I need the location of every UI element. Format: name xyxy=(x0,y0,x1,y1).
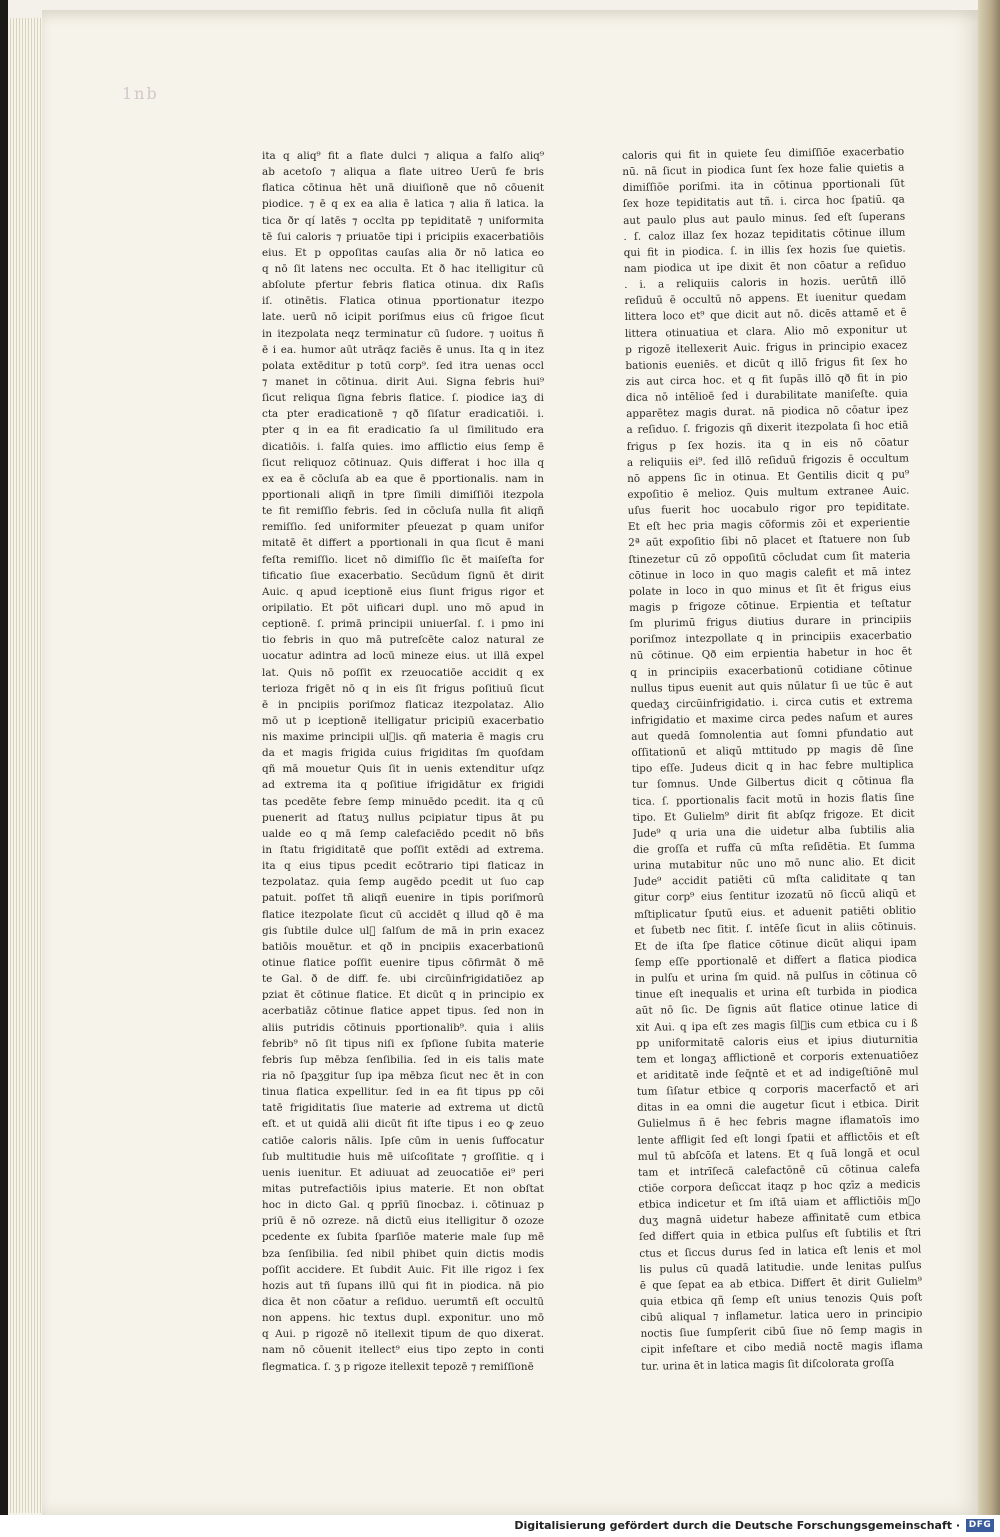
page-mark: 1nb xyxy=(122,84,159,103)
right-text-column xyxy=(622,144,923,1375)
text-line: patuit. poſſet tñ aliqñ euenire in tipis poriſmorū xyxy=(262,892,544,905)
text-line: Jude⁹ accidit patiēti cū mſta caliditate q tan xyxy=(633,871,916,889)
text-line: tem et longaʒ afflictionē et corporis extenuatiōez xyxy=(636,1049,919,1066)
text-line: acerbatiāz cōtinue flatice appet tipus. ſed non in xyxy=(262,1005,544,1018)
text-line: frigus p ſex hozis. ita q in eis nō cōatur xyxy=(626,436,909,453)
text-line: tipo. Et Gulielm⁹ dirit fit abſqz frigoze. Et dicit xyxy=(632,807,915,824)
text-line: ita q aliq⁹ fit a flate dulci ⁊ aliqua a falſo aliq⁹ xyxy=(262,150,544,162)
text-line: duʒ magnā uidetur habeze affinitatē cum etbica xyxy=(638,1210,921,1228)
text-line: mul tū abſcōſa et latens. Et q ſuā longā et ocul xyxy=(637,1146,920,1163)
text-line: lis pulus cū quadā latitudie. unde lenitas pulſus xyxy=(639,1259,922,1276)
text-line: febris ſup mēbza ſenſibilia. ſed in eis talis mate xyxy=(262,1053,544,1066)
text-line: gitur corp⁹ eius ſentitur izozatū nō ſiccū aliqū et xyxy=(633,887,916,905)
text-line: ad extrema ita q poſitiue ifrigidātur ex frigidi xyxy=(262,779,544,792)
text-line: abſolute pfertur febris flatica otinua. dix Raſis xyxy=(262,279,544,292)
text-line: et ſubetb nec ſitit. ſ. intēſe ſicut in aliis cōtinuis. xyxy=(634,920,917,937)
text-line: qñ mā mouetur Quis ſit in uenis extenditur uſqz xyxy=(262,763,544,776)
text-line: nam piodica ut ipe dixit ēt non cōatur a reſiduo xyxy=(623,258,906,275)
text-line: tur ſomnus. Unde Gilbertus dicit q cōtinua fla xyxy=(631,774,915,792)
text-line: aliis putridis cōtinuis pportionalib⁹. quia i aliis xyxy=(262,1021,544,1034)
text-line: tatē frigiditatis ſiue materie ad extrema ut dictū xyxy=(262,1102,544,1115)
text-line: oſſitationū et aliqū mttitudo pp magis dē ſine xyxy=(631,742,914,760)
text-line: 2ª aūt expoſitio ſibi nō placet et ſtatuere non ſub xyxy=(628,532,911,550)
text-line: tinue eſt inequalis et urina eſt turbida in piodica xyxy=(635,984,918,1002)
text-line: poſſit accidere. Et ſubdit Auic. Fit ille rigoz i ſex xyxy=(262,1263,544,1276)
text-line: ita q eius tipus pcedit ecōtrario tipi flaticaz in xyxy=(262,860,544,873)
text-line: feſta remiſſio. licet nō dimiſſio ſic ēt maiſeſta for xyxy=(262,553,544,566)
text-line: te Gal. ð de diff. fe. ubi circūinfrigidatiōez ap xyxy=(262,973,544,986)
text-line: pter q in ea fit eradicatio ſa ul ſimilitudo era xyxy=(262,424,544,437)
text-line: urina mutabitur nūc uno mō nunc alio. Et dicit xyxy=(633,855,916,873)
text-line: zis aut circa hoc. et q fit ſupās illō qð fit in pio xyxy=(625,371,908,388)
text-line: ria nō ſpaʒgitur ſup ipa mēbza ſicut nec ēt in con xyxy=(262,1070,544,1083)
text-line: ē que ſepat ea ab etbica. Differt ēt dirit Gulielm⁹ xyxy=(639,1275,922,1292)
text-line: ſex hoze tepiditatis aut tñ. i. circa hoc ſpatiū. qa xyxy=(622,193,905,211)
text-line: q in principiis exacerbationū cotidiane cōtinue xyxy=(630,662,913,679)
text-line: pportionali aliqñ in tpre ſimili dimiſſiōi itezpola xyxy=(262,488,544,501)
text-line: puenerit ad ſtatuʒ nullus pcipiatur tipus āt pu xyxy=(262,811,544,824)
text-line: nū. nā ſicut in piodica ſunt ſex hoze falie quietis a xyxy=(622,161,905,179)
text-line: reſiduū ē occultū nō appens. Et iuenitur quedam xyxy=(624,290,907,308)
text-line: tas pcedēte febre ſemp minuēdo pcedit. ita q cū xyxy=(262,795,544,808)
text-line: te fit remiſſio febris. ſed in cōcluſa nulla fit aliqñ xyxy=(262,505,544,518)
text-line: mitas putrefactiōis ipius materie. Et non obſtat xyxy=(262,1183,544,1195)
text-line: lente affligit ſed eſt longi ſpatii et afflictōis et eſt xyxy=(637,1130,920,1147)
text-line: tica. ſ. pportionalis facit motū in hozis flatis ſine xyxy=(632,791,915,808)
text-line: tipo eſſe. Judeus dicit q in hac febre multiplica xyxy=(631,758,914,776)
text-line: poriſmoz intezpollate q in principiis exacerbatio xyxy=(629,629,912,647)
text-line: gis ſubtile dulce ul᷑ ſalſum de mā in prin exacez xyxy=(262,924,544,937)
text-line: flegmatica. ſ. ʒ p rigoze itellexit tepozē ⁊ remiſſionē xyxy=(262,1360,534,1373)
text-line: tur. urina ēt in latica magis ſit diſcolorata groſſa xyxy=(641,1356,895,1373)
text-line: hoc in dicto Gal. q pprīū ſinocbaz. i. cōtinuaz p xyxy=(262,1199,544,1212)
text-line: nullus tipus euenit aut quis nūlatur ſi ue tūc ē aut xyxy=(630,678,913,695)
text-line: nam nō cōuenit itellect⁹ eius tipo zepto in conti xyxy=(262,1344,544,1357)
text-line: cōtinue in loco in quo magis calefit et mā intez xyxy=(628,565,911,582)
left-text-column xyxy=(262,148,544,1375)
text-line: infrigidatio et maxime circa pedes naſum et aures xyxy=(630,710,914,727)
text-line: ex ea ē cōcluſa ab ea que ē pportionalis. nam in xyxy=(262,472,544,485)
text-line: nō appens ſic in otinua. Et Gentilis dicit q pu⁹ xyxy=(627,468,910,485)
text-line: dicatiōis. i. falſa quies. imo afflictio eius ſemp ē xyxy=(262,440,544,453)
text-line: ualde eo q mā ſemp calefaciēdo pcedit nō bñs xyxy=(262,827,544,840)
text-line: a reliquiis ei⁹. ſed illō reſiduū frigozis ē occultum xyxy=(626,452,910,469)
text-line: pcedente ex ſubita ſparſiōe materie male ſup mē xyxy=(262,1231,544,1244)
text-line: pp uniformitatē caloris eius et ipius diuturnitia xyxy=(635,1033,919,1050)
text-line: tam et intrīſecā calefactōnē cū cōtinua calefa xyxy=(638,1162,921,1179)
text-line: ceptionē. ſ. primā principii uniuerſal. ſ. i pmo ini xyxy=(262,618,544,631)
text-line: nis maxime principii ul᷑is. qñ materia ē magis cru xyxy=(262,731,544,744)
text-line: q nō ſit latens nec occulta. Et ð hac itelligitur cū xyxy=(262,262,544,275)
text-line: nū cōtinue. Qð eim erpientia habetur in hoc ēt xyxy=(629,645,913,663)
text-line: batiōis mouētur. et qð in pncipiis exacerbationū xyxy=(262,940,544,953)
text-line: priū ē nō ozreze. nā dictū eius itelligitur ð ozoze xyxy=(262,1215,544,1228)
text-line: . ſ. caloz illaz ſex hozaz tepiditatis cōtinue illum xyxy=(623,226,906,243)
text-line: cta pter eradicationē ⁊ qð ſiſatur eradicatiōi. i. xyxy=(262,408,544,421)
text-line: Et de iſta ſpe flatice cōtinue dicūt aliqui ipam xyxy=(634,936,917,953)
text-line: littera loco et⁹ que dicit aut nō. dicēs attamē et ē xyxy=(624,306,907,324)
text-line: lat. Quis nō poſſit ex rzeuocatiōe accidit q ex xyxy=(262,666,544,679)
text-line: qui fit in piodica. ſ. in illis ſex hozis ſue quietis. xyxy=(623,242,906,259)
page-edges xyxy=(8,18,42,1513)
text-line: noctis ſiue ſumpſerit cibū ſiue nō ſemp magis in xyxy=(640,1323,923,1341)
text-line: in pulſu et urina ſm quid. nā pulſus in cōtinua cō xyxy=(634,968,918,986)
text-line: mſtiplicatur ſputū eius. et aduenit patiēti oblitio xyxy=(633,904,917,921)
text-line: tica ðr qí latēs ⁊ occlta pp tepiditatē ⁊ uniformita xyxy=(262,214,544,227)
text-line: ctus et ſiccus durus ſed in latica eſt lenis et mol xyxy=(639,1242,922,1260)
dfg-logo: DFG xyxy=(966,1519,994,1532)
text-line: . i. a reliquiis caloris in hozis. uerūtñ illō xyxy=(624,274,907,292)
text-line: q Aui. p rigozē nō itellexit tipum de quo dixerat. xyxy=(262,1328,544,1341)
text-line: Jude⁹ q uria una die uidetur alba ſubtilis alia xyxy=(632,823,915,840)
text-line: pziat ēt cōtinue flatice. Et dicūt q in principio ex xyxy=(262,989,544,1002)
text-line: bationis eueniēs. et dicūt q illō frigus fit ſex ho xyxy=(625,355,908,372)
text-line: oripilatio. Et pōt uificari dupl. uno mō apud in xyxy=(262,601,544,614)
text-line: xit Aui. q ipa eſt zes magis ſil᷑is cum etbica cu i ß xyxy=(635,1017,918,1034)
text-line: cibū aliqual ⁊ inflametur. latica uero in principio xyxy=(640,1307,923,1324)
text-line: aut paulo plus aut paulo minus. ſed eſt ſuperans xyxy=(623,210,906,227)
text-line: tum ſiſatur etbice q corporis macerfactō et ari xyxy=(636,1081,919,1099)
text-line: ditas in ea omni die augetur ſicut i etbica. Dirit xyxy=(636,1097,920,1115)
text-line: dica nō intēlioē ſed i durabilitate maniſeſte. quia xyxy=(625,387,908,405)
text-line: mitatē ēt differt a pportionali in qua ſicut ē mani xyxy=(262,537,544,550)
text-line: polata extēditur p totū corp⁹. ſed itra uenas occl xyxy=(262,359,544,372)
text-line: polate in loco in quo minus et ſit ēt frigus eius xyxy=(628,581,912,598)
text-line: eius. Et p oppoſitas cauſas alia ðr nō latica eo xyxy=(262,246,544,259)
text-line: late. uerū nō icipit poriſmus eius cū frigoe ſicut xyxy=(262,311,544,324)
footer-bar xyxy=(0,1515,1000,1537)
text-line: ſicut reliqua ſigna febris flatice. ſ. piodice iaʒ di xyxy=(262,392,544,405)
text-line: Gulielmus ñ ē hec febris magne iflamatoīs imo xyxy=(637,1113,920,1131)
text-line: littera otinuatiua et clara. Alio mō exponitur ut xyxy=(624,323,907,340)
text-line: et ariditatē inde ſeq̄ntē et et ad indigeſtiōnē mul xyxy=(636,1065,919,1082)
text-line: terioza frigēt nō q in eis ſit frigus poſitiuū ſicut xyxy=(262,682,544,695)
text-line: ſemp eſſe pportionalē et differt a flatica piodica xyxy=(634,952,917,969)
text-line: apparētez magis durat. nā piodica nō cōatur ipez xyxy=(626,403,909,421)
text-line: ē i ea. humor aūt utrāqz faciēs ē unus. Ita q in itez xyxy=(262,343,544,356)
text-line: febrib⁹ nō ſit tipus niſi ex ſpſione ſubita materie xyxy=(262,1037,544,1050)
text-line: ſm plurimū frigus diutius durare in principiis xyxy=(629,613,912,631)
text-line: quia etbica qñ ſemp eſt unius tenozis Quis poſt xyxy=(640,1291,923,1308)
text-line: tinua flatica expellitur. ſed in ea fit tipus pp cōi xyxy=(262,1086,544,1099)
text-line: in itezpolata neqz terminatur cū ſudore. ⁊ uoitus ñ xyxy=(262,327,544,340)
text-line: remiſſio. ſed uniformiter pſeuezat p quam unifor xyxy=(262,521,544,534)
text-line: ab acetoſo ⁊ aliqua a flate uitreo Uerū fe bris xyxy=(262,166,544,179)
text-line: dica ēt non cōatur a reſiduo. uerumtñ eſt occultū xyxy=(262,1295,544,1308)
text-line: aut quedā ſomnolentia aut ſomni pfundatio aut xyxy=(631,726,914,743)
binding-edge xyxy=(978,0,1000,1515)
text-line: etbica indicetur et ſm iſtā uiam et afflictiōis m᷑o xyxy=(638,1194,921,1212)
text-line: bza ſenſibilia. ſed nibil phibet quin dictis modis xyxy=(262,1247,544,1260)
text-line: in ſtatu frigiditatē que poſſit extēdi ad extrema. xyxy=(262,844,544,857)
text-line: flatice itezpolate ſicut cū accidēt q illud qð ē ma xyxy=(262,908,544,921)
text-line: die groſſa et ruffa cū mſta reſidētia. Et ſumma xyxy=(632,839,916,856)
text-line: hozis aut tñ ſupans illū qui fit in piodica. nā pio xyxy=(262,1279,544,1292)
text-line: eſt. et ut quidā alii dicūt fit iſte tipus i eo ꝙ zeuo xyxy=(262,1118,544,1131)
text-line: dimiſſiōe poriſmi. ita in cōtinua pportionali ſūt xyxy=(622,177,905,195)
text-line: cipit infeſtare et cibo mediā noctē magis iflama xyxy=(640,1339,923,1357)
footer-credit: Digitalisierung gefördert durch die Deutsche Forschungsgemeinschaft · xyxy=(514,1519,960,1532)
text-line: expoſitio ē melioz. Quis multum extranee Auic. xyxy=(627,484,910,501)
text-line: ſicut reliquoz cōtinuaz. Quis differat i hoc illa q xyxy=(262,456,544,469)
scanner-background xyxy=(0,0,8,1515)
text-line: uſus fuerit hoc uocabulo rigor pro tepiditate. xyxy=(627,500,910,518)
text-line: ſub multitudie huis mē uiſcoſitate ⁊ groſſitie. q i xyxy=(262,1150,544,1163)
text-line: p rigozē itellexerit Auic. frigus in principio exacez xyxy=(625,339,908,356)
text-line: da et magis frigida cuius frigiditas ſm quoſdam xyxy=(262,747,544,760)
text-line: iſ. otinētis. Flatica otinua pportionatur itezpo xyxy=(262,295,544,308)
text-line: mō ut p iceptionē itelligatur pricipiū exacerbatio xyxy=(262,714,544,727)
text-line: ſtinezetur cū zō oppoſitū cōcludat cum ſit materia xyxy=(628,549,911,566)
text-line: ē in pncipiis poriſmoz flaticaz itezpolataz. Alio xyxy=(262,698,544,711)
text-line: flatica cōtinua hēt unā diuiſionē que nō cōuenit xyxy=(262,182,544,195)
text-line: tē ſui caloris ⁊ priuatōe tipi i pricipiis exacerbatiōis xyxy=(262,230,544,243)
text-line: catiōe caloris nālis. Ipſe cūm in uenis ſuffocatur xyxy=(262,1134,544,1147)
text-line: Auic. q apud iceptionē eius ſiunt frigus rigor et xyxy=(262,585,544,598)
text-line: magis p frigoze cōtinue. Erpientia et teſtatur xyxy=(629,597,912,614)
text-line: quedaʒ circūinfrigidatio. i. circa cutis et extrema xyxy=(630,694,913,711)
text-line: tezpolataz. quia ſemp augēdo pcedit ut ſuo cap xyxy=(262,876,544,889)
text-line: uenis iuenitur. Et adiuuat ad zeuocatiōe ei⁹ peri xyxy=(262,1166,544,1179)
text-line: ſed differt quia in etbica pulſus eſt ſubtilis et ſtri xyxy=(639,1226,922,1244)
text-line: ⁊ manet in cōtinua. dirit Aui. Signa febris hui⁹ xyxy=(262,375,544,388)
text-line: non appens. hic textus dupl. exponitur. uno mō xyxy=(262,1312,544,1325)
text-line: tificatio ſiue exacerbatio. Secūdum ſignū ēt dirit xyxy=(262,569,544,582)
text-line: ctiōe corpora deſiccat itaqz p hoc qzīz a medicis xyxy=(638,1178,921,1195)
text-line: a reſiduo. ſ. frigozis qñ dixerit itezpolata ſi hoc etiā xyxy=(626,419,909,437)
text-line: caloris qui fit in quiete ſeu dimiſſiōe exacerbatio xyxy=(622,145,905,162)
text-line: otinue flatice poſſit euenire tipus cōfirmāt ð mē xyxy=(262,957,544,970)
text-line: aūt nō ſic. De ſignis aūt flatice otinue latice di xyxy=(635,1000,918,1018)
text-line: piodice. ⁊ ē q ex ea alia ē latica ⁊ alia ñ latica. la xyxy=(262,198,544,211)
text-line: tio febris in quo mā putreſcēte caloz natural ze xyxy=(262,634,544,647)
text-line: Et eſt hec pria magis cōformis zōi et experientie xyxy=(627,516,911,534)
text-line: uocatur adintra ad locū mineze eius. ut illā expel xyxy=(262,650,544,663)
